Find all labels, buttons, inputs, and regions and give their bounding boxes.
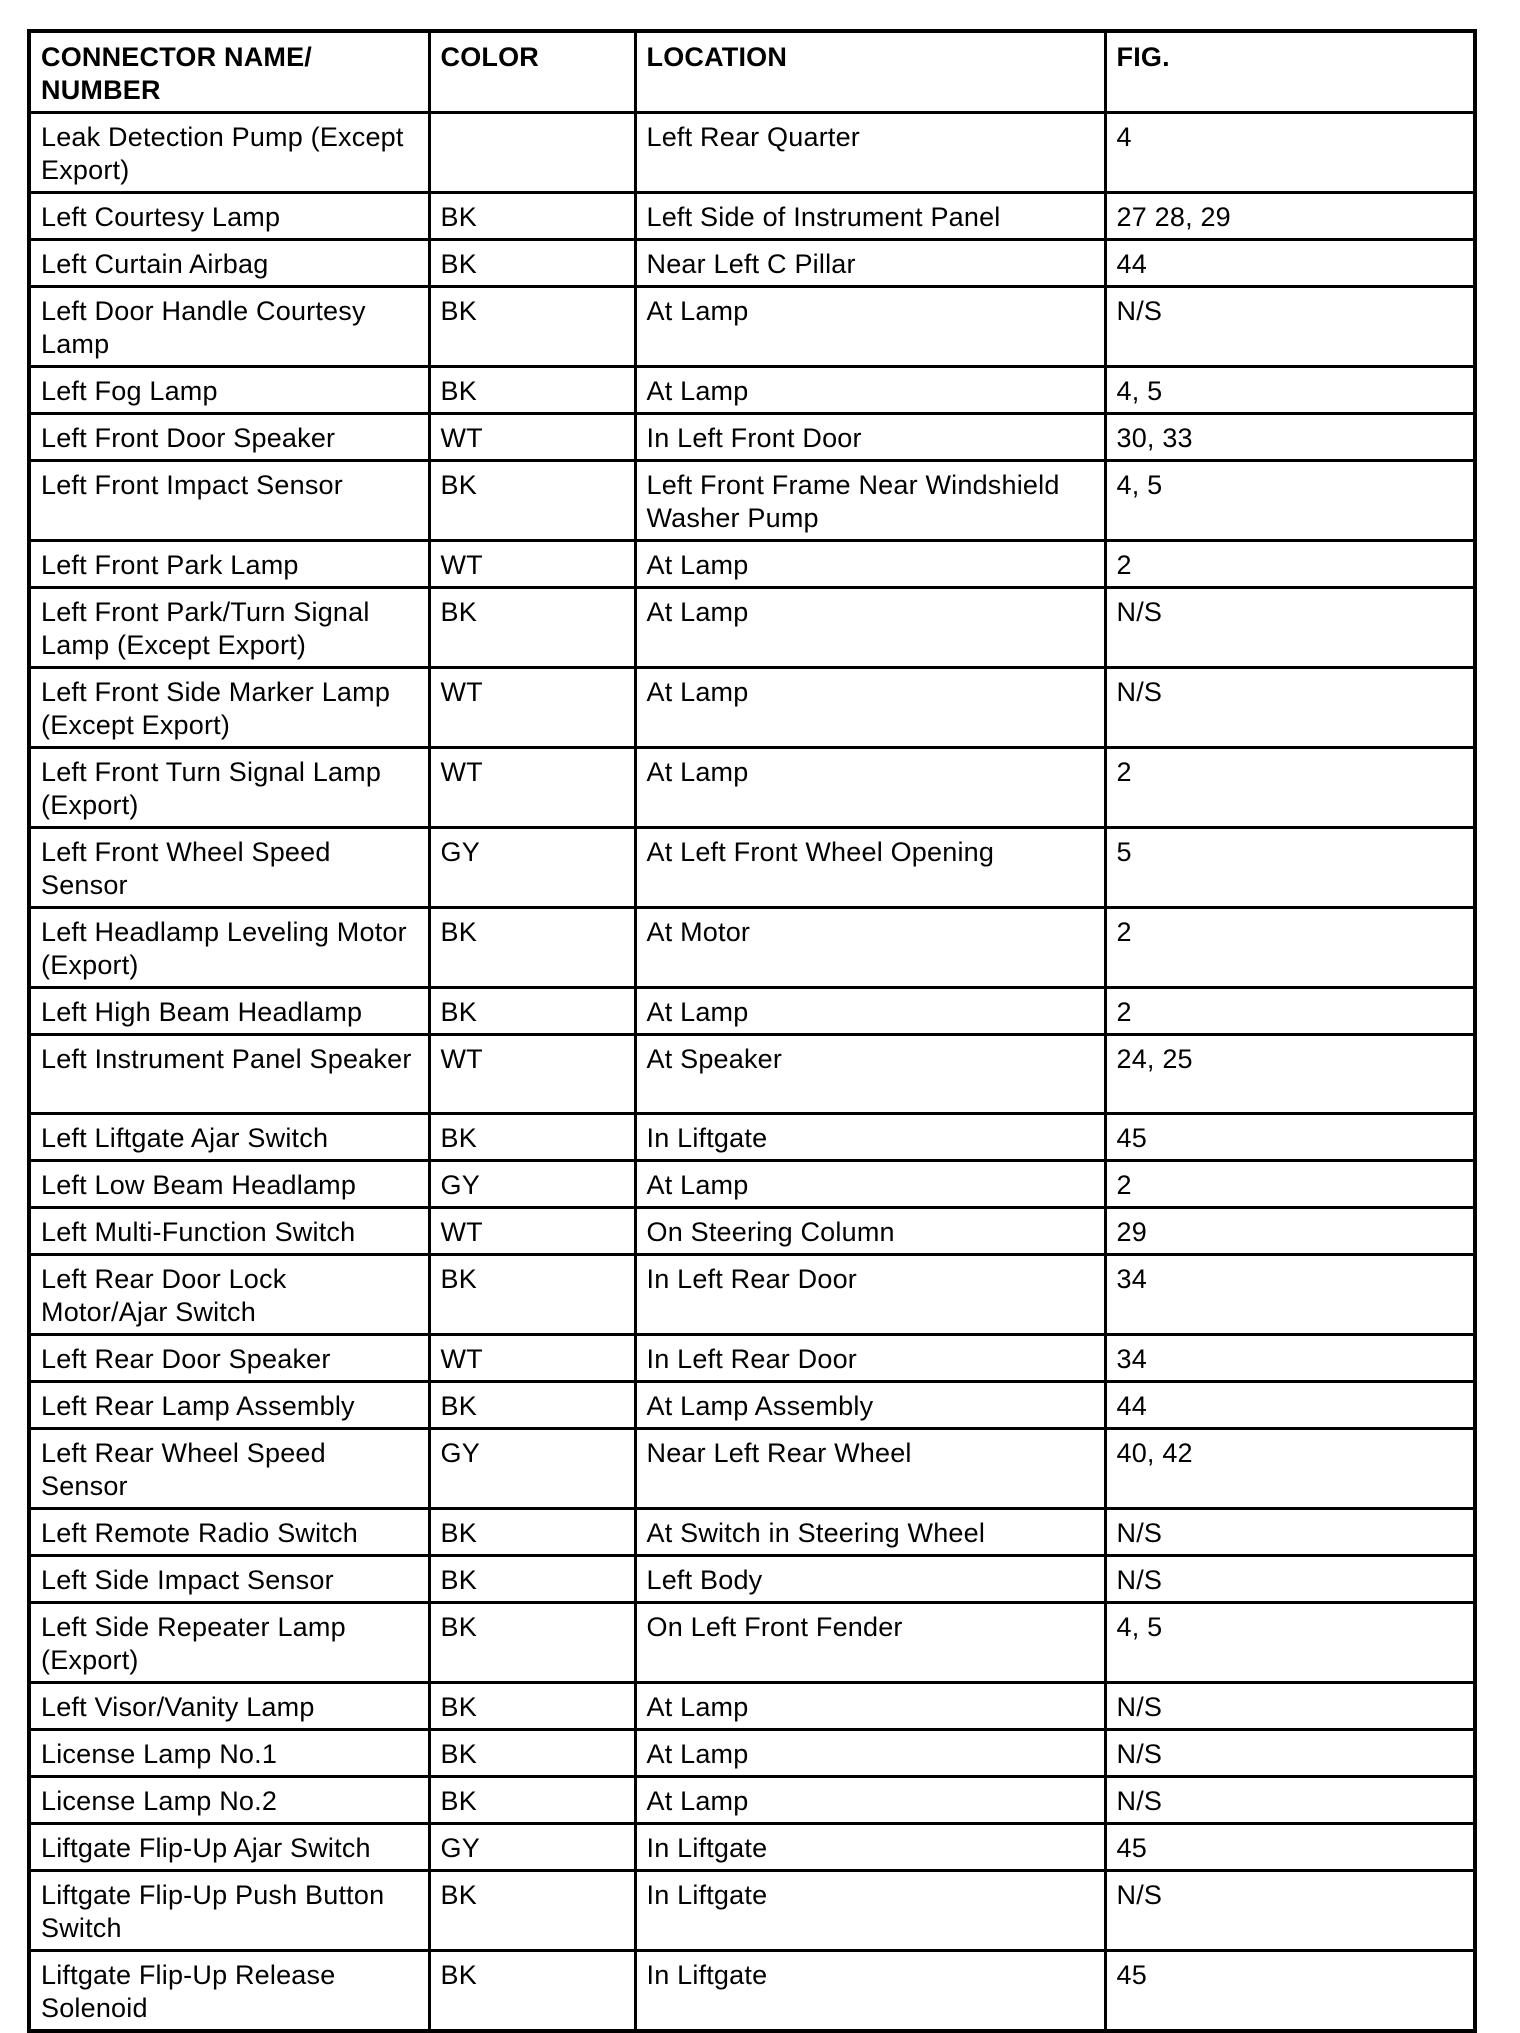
- table-row: [29, 1556, 1475, 1603]
- cell-fig: 27 28, 29: [1105, 193, 1475, 240]
- cell-location: Left Front Frame Near Windshield Washer Pump: [635, 461, 1105, 541]
- cell-location: At Left Front Wheel Opening: [635, 828, 1105, 908]
- cell-location: At Lamp: [635, 1161, 1105, 1208]
- cell-fig: 4, 5: [1105, 461, 1475, 541]
- cell-fig: 4, 5: [1105, 367, 1475, 414]
- cell-connector-name: Left Fog Lamp: [29, 367, 429, 414]
- cell-fig: N/S: [1105, 1777, 1475, 1824]
- cell-connector-name: Left Rear Door Lock Motor/Ajar Switch: [29, 1255, 429, 1335]
- cell-fig: N/S: [1105, 1730, 1475, 1777]
- table-row: [29, 287, 1475, 367]
- cell-color: BK: [429, 1777, 635, 1824]
- cell-location: At Lamp: [635, 1683, 1105, 1730]
- table-row: [29, 1035, 1475, 1114]
- cell-fig: 2: [1105, 1161, 1475, 1208]
- cell-location: At Speaker: [635, 1035, 1105, 1114]
- table-row: [29, 1382, 1475, 1429]
- cell-location: At Motor: [635, 908, 1105, 988]
- header-fig: FIG.: [1105, 31, 1475, 113]
- table-row: [29, 193, 1475, 240]
- cell-color: GY: [429, 828, 635, 908]
- cell-fig: N/S: [1105, 1509, 1475, 1556]
- cell-connector-name: Left Front Wheel Speed Sensor: [29, 828, 429, 908]
- cell-fig: 30, 33: [1105, 414, 1475, 461]
- cell-connector-name: Left Side Repeater Lamp (Export): [29, 1603, 429, 1683]
- cell-location: On Steering Column: [635, 1208, 1105, 1255]
- cell-location: In Left Rear Door: [635, 1255, 1105, 1335]
- cell-color: BK: [429, 1951, 635, 2032]
- table-row: [29, 541, 1475, 588]
- cell-location: In Liftgate: [635, 1951, 1105, 2032]
- cell-color: BK: [429, 1871, 635, 1951]
- table-header: [29, 31, 1475, 113]
- table-row: [29, 240, 1475, 287]
- cell-fig: 45: [1105, 1114, 1475, 1161]
- cell-location: In Left Rear Door: [635, 1335, 1105, 1382]
- cell-connector-name: Leak Detection Pump (Except Export): [29, 113, 429, 193]
- cell-location: At Lamp: [635, 748, 1105, 828]
- cell-color: WT: [429, 541, 635, 588]
- cell-connector-name: Liftgate Flip-Up Release Solenoid: [29, 1951, 429, 2032]
- cell-fig: 24, 25: [1105, 1035, 1475, 1114]
- table-row: [29, 668, 1475, 748]
- cell-connector-name: Left Headlamp Leveling Motor (Export): [29, 908, 429, 988]
- cell-location: At Lamp: [635, 541, 1105, 588]
- cell-color: BK: [429, 1114, 635, 1161]
- header-location: LOCATION: [635, 31, 1105, 113]
- cell-fig: N/S: [1105, 287, 1475, 367]
- table-row: [29, 828, 1475, 908]
- table-row: [29, 1255, 1475, 1335]
- cell-color: BK: [429, 1603, 635, 1683]
- table-row: [29, 1603, 1475, 1683]
- cell-connector-name: Liftgate Flip-Up Push Button Switch: [29, 1871, 429, 1951]
- table-row: [29, 1951, 1475, 2032]
- table-row: [29, 1509, 1475, 1556]
- connector-table: [27, 29, 1477, 2033]
- cell-fig: 2: [1105, 748, 1475, 828]
- table-row: [29, 1208, 1475, 1255]
- cell-location: Left Rear Quarter: [635, 113, 1105, 193]
- table-row: [29, 908, 1475, 988]
- cell-location: At Lamp: [635, 287, 1105, 367]
- cell-color: [429, 113, 635, 193]
- table-row: [29, 414, 1475, 461]
- cell-connector-name: Left Visor/Vanity Lamp: [29, 1683, 429, 1730]
- cell-color: WT: [429, 668, 635, 748]
- table-body: [29, 113, 1475, 2032]
- cell-location: In Liftgate: [635, 1824, 1105, 1871]
- header-color: COLOR: [429, 31, 635, 113]
- cell-fig: N/S: [1105, 1683, 1475, 1730]
- cell-color: BK: [429, 287, 635, 367]
- cell-color: BK: [429, 193, 635, 240]
- cell-connector-name: Left Liftgate Ajar Switch: [29, 1114, 429, 1161]
- cell-location: At Switch in Steering Wheel: [635, 1509, 1105, 1556]
- cell-color: GY: [429, 1161, 635, 1208]
- cell-color: BK: [429, 1683, 635, 1730]
- cell-color: BK: [429, 1556, 635, 1603]
- cell-fig: 29: [1105, 1208, 1475, 1255]
- cell-color: BK: [429, 988, 635, 1035]
- table-row: [29, 113, 1475, 193]
- table-row: [29, 1683, 1475, 1730]
- table-row: [29, 748, 1475, 828]
- cell-fig: 2: [1105, 541, 1475, 588]
- cell-location: Left Side of Instrument Panel: [635, 193, 1105, 240]
- table-row: [29, 1429, 1475, 1509]
- cell-connector-name: Left Low Beam Headlamp: [29, 1161, 429, 1208]
- cell-fig: 2: [1105, 988, 1475, 1035]
- table-row: [29, 988, 1475, 1035]
- cell-connector-name: License Lamp No.1: [29, 1730, 429, 1777]
- cell-connector-name: License Lamp No.2: [29, 1777, 429, 1824]
- header-row: [29, 31, 1475, 113]
- cell-fig: 45: [1105, 1951, 1475, 2032]
- cell-location: At Lamp: [635, 1777, 1105, 1824]
- cell-connector-name: Liftgate Flip-Up Ajar Switch: [29, 1824, 429, 1871]
- cell-connector-name: Left Front Door Speaker: [29, 414, 429, 461]
- cell-connector-name: Left Instrument Panel Speaker: [29, 1035, 429, 1114]
- cell-color: WT: [429, 414, 635, 461]
- cell-location: In Left Front Door: [635, 414, 1105, 461]
- cell-location: In Liftgate: [635, 1114, 1105, 1161]
- cell-color: BK: [429, 908, 635, 988]
- cell-fig: 40, 42: [1105, 1429, 1475, 1509]
- cell-connector-name: Left Door Handle Courtesy Lamp: [29, 287, 429, 367]
- table-row: [29, 461, 1475, 541]
- cell-connector-name: Left Courtesy Lamp: [29, 193, 429, 240]
- cell-color: WT: [429, 748, 635, 828]
- cell-connector-name: Left Rear Door Speaker: [29, 1335, 429, 1382]
- cell-fig: 2: [1105, 908, 1475, 988]
- cell-color: BK: [429, 1509, 635, 1556]
- cell-fig: N/S: [1105, 668, 1475, 748]
- table-row: [29, 588, 1475, 668]
- cell-location: At Lamp: [635, 1730, 1105, 1777]
- table-row: [29, 1777, 1475, 1824]
- cell-color: BK: [429, 588, 635, 668]
- table-row: [29, 1114, 1475, 1161]
- cell-color: GY: [429, 1824, 635, 1871]
- cell-color: BK: [429, 367, 635, 414]
- header-connector-name: CONNECTOR NAME/ NUMBER: [29, 31, 429, 113]
- cell-fig: 45: [1105, 1824, 1475, 1871]
- cell-location: In Liftgate: [635, 1871, 1105, 1951]
- table-row: [29, 1161, 1475, 1208]
- cell-location: At Lamp: [635, 367, 1105, 414]
- cell-color: BK: [429, 1730, 635, 1777]
- cell-color: BK: [429, 240, 635, 287]
- cell-fig: 34: [1105, 1255, 1475, 1335]
- cell-fig: 44: [1105, 240, 1475, 287]
- cell-location: Near Left C Pillar: [635, 240, 1105, 287]
- cell-fig: 5: [1105, 828, 1475, 908]
- cell-connector-name: Left Front Turn Signal Lamp (Export): [29, 748, 429, 828]
- cell-location: At Lamp: [635, 588, 1105, 668]
- cell-fig: 44: [1105, 1382, 1475, 1429]
- cell-connector-name: Left High Beam Headlamp: [29, 988, 429, 1035]
- cell-connector-name: Left Rear Wheel Speed Sensor: [29, 1429, 429, 1509]
- cell-location: Near Left Rear Wheel: [635, 1429, 1105, 1509]
- cell-fig: 34: [1105, 1335, 1475, 1382]
- cell-connector-name: Left Remote Radio Switch: [29, 1509, 429, 1556]
- cell-connector-name: Left Curtain Airbag: [29, 240, 429, 287]
- cell-color: BK: [429, 461, 635, 541]
- cell-connector-name: Left Front Side Marker Lamp (Except Export): [29, 668, 429, 748]
- cell-color: WT: [429, 1208, 635, 1255]
- cell-location: On Left Front Fender: [635, 1603, 1105, 1683]
- cell-location: Left Body: [635, 1556, 1105, 1603]
- cell-connector-name: Left Rear Lamp Assembly: [29, 1382, 429, 1429]
- table-row: [29, 367, 1475, 414]
- cell-location: At Lamp Assembly: [635, 1382, 1105, 1429]
- cell-connector-name: Left Front Impact Sensor: [29, 461, 429, 541]
- cell-color: WT: [429, 1035, 635, 1114]
- cell-fig: N/S: [1105, 588, 1475, 668]
- table-row: [29, 1730, 1475, 1777]
- cell-fig: N/S: [1105, 1556, 1475, 1603]
- cell-location: At Lamp: [635, 668, 1105, 748]
- cell-connector-name: Left Side Impact Sensor: [29, 1556, 429, 1603]
- table-row: [29, 1335, 1475, 1382]
- cell-color: GY: [429, 1429, 635, 1509]
- cell-location: At Lamp: [635, 988, 1105, 1035]
- cell-connector-name: Left Front Park Lamp: [29, 541, 429, 588]
- cell-color: BK: [429, 1255, 635, 1335]
- table-row: [29, 1871, 1475, 1951]
- cell-fig: 4: [1105, 113, 1475, 193]
- cell-connector-name: Left Front Park/Turn Signal Lamp (Except Export): [29, 588, 429, 668]
- cell-color: BK: [429, 1382, 635, 1429]
- cell-fig: N/S: [1105, 1871, 1475, 1951]
- cell-color: WT: [429, 1335, 635, 1382]
- cell-fig: 4, 5: [1105, 1603, 1475, 1683]
- table-row: [29, 1824, 1475, 1871]
- cell-connector-name: Left Multi-Function Switch: [29, 1208, 429, 1255]
